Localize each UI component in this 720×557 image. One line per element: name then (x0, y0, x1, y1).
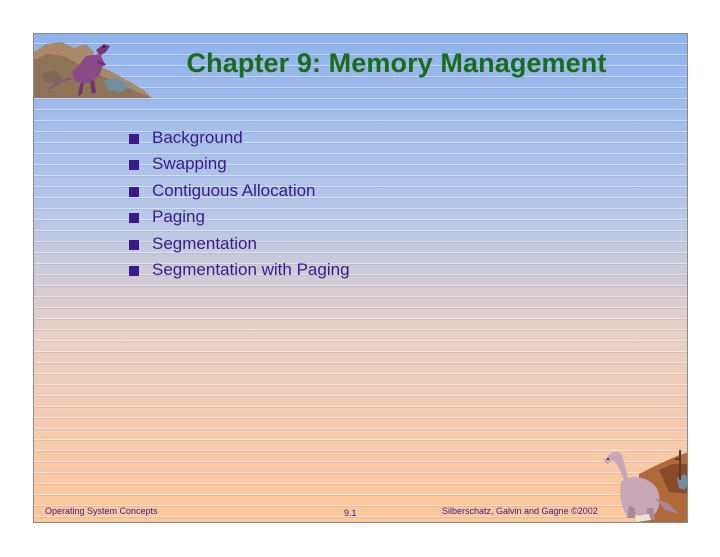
square-bullet-icon (129, 160, 139, 170)
slide (33, 33, 688, 523)
bullet-text: Swapping (152, 154, 227, 174)
square-bullet-icon (129, 134, 139, 144)
bullet-list (127, 125, 350, 283)
square-bullet-icon (129, 187, 139, 197)
list-item (127, 178, 350, 204)
list-item (127, 151, 350, 177)
footer-slide-number: 9.1 (344, 508, 357, 518)
footer-book-title: Operating System Concepts (45, 506, 158, 516)
bullet-text: Segmentation with Paging (152, 259, 350, 279)
bullet-text: Contiguous Allocation (152, 180, 316, 200)
bullet-text: Background (152, 128, 243, 147)
list-item (127, 231, 350, 257)
footer-authors: Silberschatz, Galvin and Gagne ©2002 (442, 506, 598, 516)
bullet-text: Paging (152, 207, 205, 227)
list-item (127, 204, 350, 230)
list-item (127, 257, 350, 283)
list-item (127, 125, 350, 151)
square-bullet-icon (129, 266, 139, 276)
square-bullet-icon (129, 240, 139, 250)
square-bullet-icon (129, 213, 139, 223)
slide-title: Chapter 9: Memory Management (186, 48, 607, 78)
bullet-text: Segmentation (152, 233, 257, 253)
dinosaur-sitting-illustration (599, 434, 688, 523)
